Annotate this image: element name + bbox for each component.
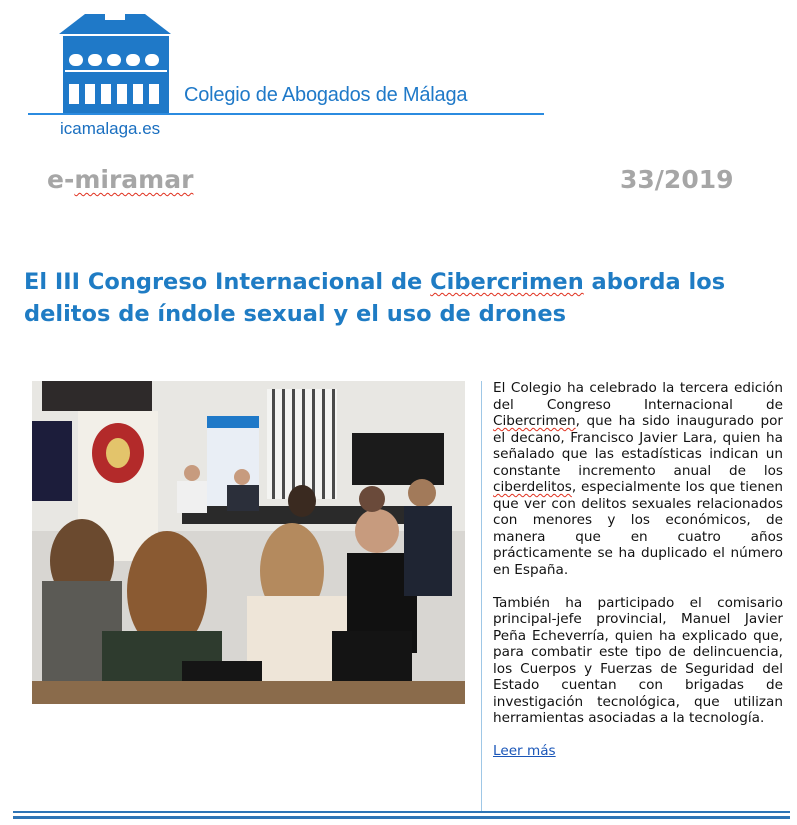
headline-text-marked: Cibercrimen (430, 269, 584, 295)
newsletter-name-main: miramar (74, 165, 194, 194)
footer-divider-top (13, 811, 790, 813)
article-paragraph-2: También ha participado el comisario principal-jefe provincial, Manuel Javier Peña Echeverría, quien ha explicado que, para combatir este tipo de delincuencia, los Cuerpos y Fuerzas de Seguridad del Estado cuentan con brigadas de investigación tecnológica, que utilizan herramientas asociadas a la tecnología. (493, 594, 783, 726)
header-divider (28, 113, 544, 115)
footer-divider-bottom (13, 816, 790, 819)
issue-number: 33/2019 (620, 165, 734, 194)
org-name: Colegio de Abogados de Málaga (184, 84, 468, 106)
read-more-link[interactable]: Leer más (493, 743, 556, 759)
article-body (493, 380, 783, 760)
article-headline (24, 266, 789, 330)
newsletter-name (47, 165, 193, 194)
paragraph-1-marked-term-2: ciberdelitos (493, 479, 572, 495)
headline-text-start: El III Congreso Internacional de (24, 269, 431, 295)
newsletter-name-prefix: e- (47, 165, 75, 194)
column-divider (481, 381, 482, 811)
paragraph-1-part-b: , que ha sido inaugurado por el decano, Francisco Javier Lara, quien ha señalado que las estadísticas indican un constante incremento anual de los (493, 413, 783, 479)
paragraph-1-marked-term-1: Cibercrimen (493, 413, 576, 429)
org-domain: icamalaga.es (60, 119, 161, 138)
headline-text-end: aborda los delitos de índole sexual y el uso de drones (24, 269, 726, 327)
article-photo (32, 381, 465, 704)
paragraph-1-part-c: , especialmente los que tienen que ver con delitos sexuales relacionados con menores y los económicos, de manera que en cuatro años prácticamente se ha duplicado el número en España. (493, 479, 783, 578)
article-paragraph-1 (493, 380, 783, 578)
paragraph-1-part-a: El Colegio ha celebrado la tercera edición del Congreso Internacional de (493, 380, 783, 413)
college-logo-icon (55, 6, 175, 118)
